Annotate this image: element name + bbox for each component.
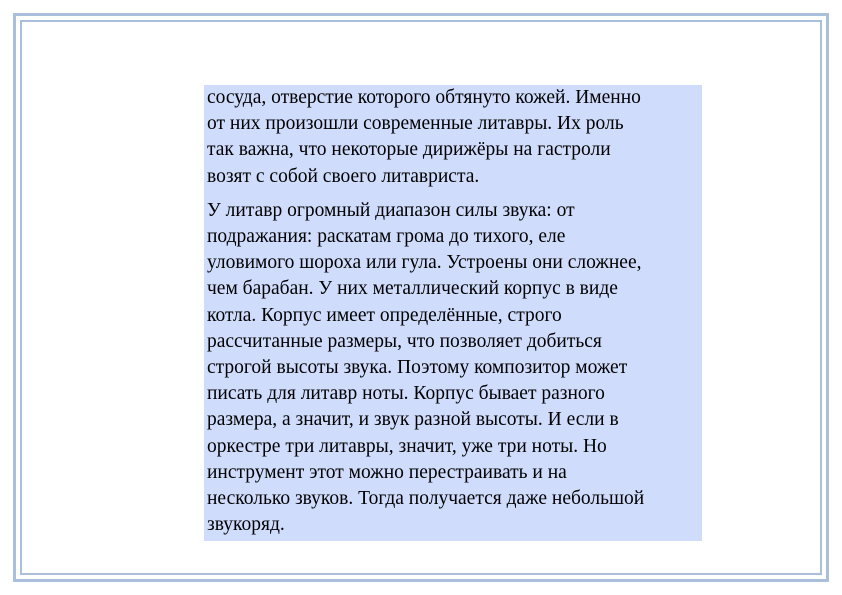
text-box[interactable] (204, 85, 702, 541)
paragraph-2: У литавр огромный диапазон силы звука: от подражания: раскатам грома до тихого, еле уловимого шороха или гула. Устроены они сложнее, чем барабан. У них металлический корпус в виде котла. Корпус имеет определённые, строго рассчитанные размеры, что позволяет добиться строгой высоты звука. Поэтому композитор может писать для литавр ноты. Корпус бывает разного размера, а значит, и звук разной высоты. И если в оркестре три литавры, значит, уже три ноты. Но инструмент этот можно перестраивать и на несколько звуков. Тогда получается даже небольшой звукоряд. (207, 199, 645, 536)
paragraph-1: сосуда, отверстие которого обтянуто кожей. Именно от них произошли современные литавры. Их роль так важна, что некоторые дирижёры на гастроли возят с собой своего литавриста. (207, 87, 641, 187)
